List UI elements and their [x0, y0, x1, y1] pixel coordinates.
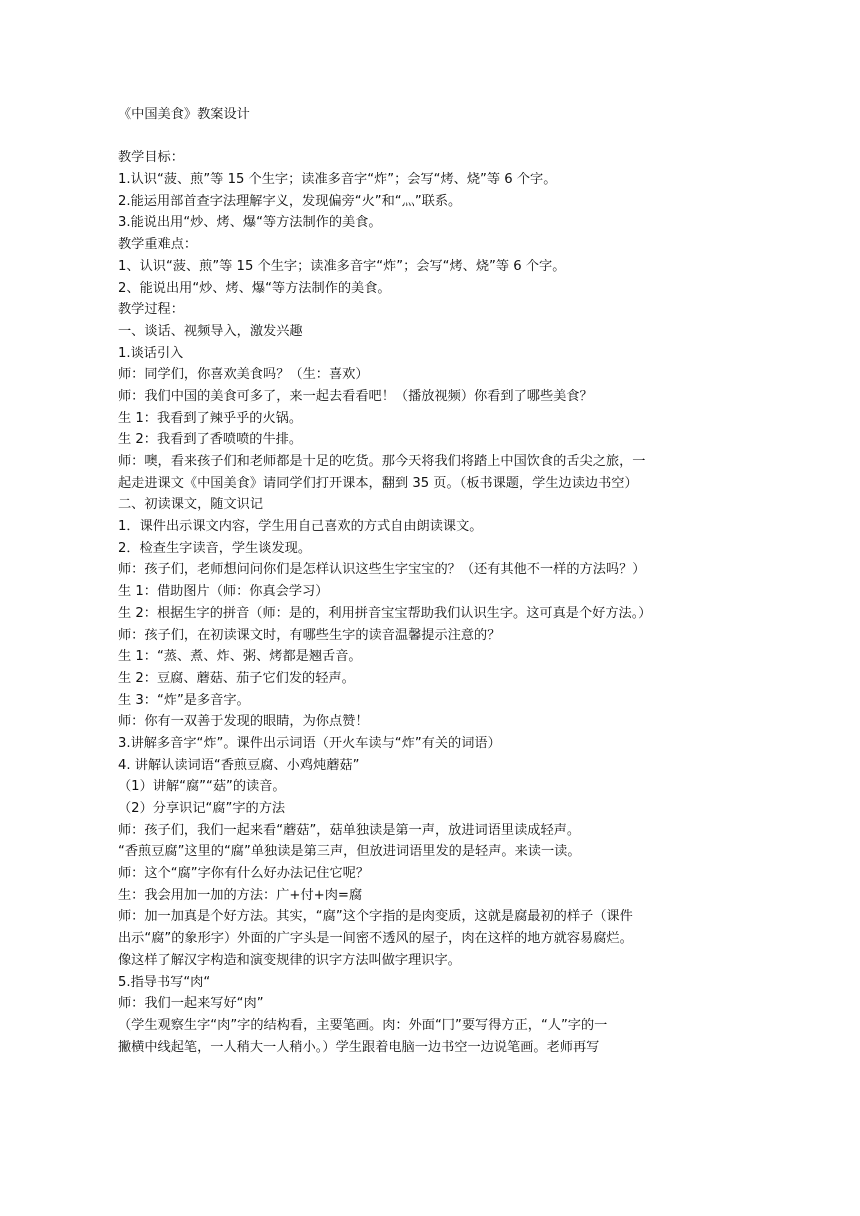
text-line: 教学过程： — [118, 302, 184, 318]
text-line: 一、谈话、视频导入，激发兴趣 — [118, 323, 303, 339]
text-line: （1）讲解“腐”“菇”的读音。 — [118, 779, 286, 795]
text-line: 3.讲解多音字“炸”。课件出示词语（开火车读与“炸”有关的词语） — [118, 735, 501, 751]
text-line: 师：这个“腐”字你有什么好办法记住它呢？ — [118, 866, 370, 882]
text-line: 生 1：借助图片（师：你真会学习） — [118, 584, 329, 600]
text-line: 二、初读课文，随文识记 — [118, 497, 264, 513]
text-line: 出示“腐”的象形字）外面的广字头是一间密不透风的屋子，肉在这样的地方就容易腐烂。 — [118, 931, 633, 947]
text-line: 生：我会用加一加的方法：广+付+肉=腐 — [118, 887, 363, 903]
text-line: 1．课件出示课文内容，学生用自己喜欢的方式自由朗读课文。 — [118, 519, 483, 535]
text-line: 生 2：根据生字的拼音（师：是的，利用拼音宝宝帮助我们认识生字。这可真是个好方法。） — [118, 605, 652, 621]
text-line: （2）分享识记“腐”字的方法 — [118, 801, 286, 816]
text-line: 师：孩子们，在初读课文时，有哪些生字的读音温馨提示注意的？ — [118, 627, 501, 643]
text-line: 1.认识“菠、煎”等 15 个生字；读准多音字“炸”；会写“烤、烧”等 6 个字。 — [118, 172, 557, 188]
text-line: 师：我们一起来写好“肉” — [118, 996, 264, 1012]
text-line: 生 3：“炸”是多音字。 — [118, 692, 250, 708]
text-line: 生 2：豆腐、蘑菇、茄子它们发的轻声。 — [118, 670, 355, 686]
text-line: 3.能说出用“炒、烤、爆“等方法制作的美食。 — [118, 215, 382, 231]
text-line: 2、能说出用“炒、烤、爆“等方法制作的美食。 — [118, 280, 391, 296]
text-line: 生 2：我看到了香喷喷的牛排。 — [118, 432, 303, 448]
text-line: 2．检查生字读音，学生谈发现。 — [118, 540, 312, 556]
text-line: 教学重难点： — [118, 237, 198, 253]
text-line: 2.能运用部首查字法理解字义，发现偏旁“火”和“灬”联系。 — [118, 193, 462, 209]
text-line: 师：噢，看来孩子们和老师都是十足的吃货。那今天将我们将踏上中国饮食的舌尖之旅，一 — [118, 454, 646, 469]
text-line: 师：孩子们，老师想问问你们是怎样认识这些生字宝宝的？（还有其他不一样的方法吗？） — [118, 562, 646, 578]
text-line: 生 1：我看到了辣乎乎的火锅。 — [118, 410, 303, 426]
text-line: 师：你有一双善于发现的眼睛，为你点赞！ — [118, 714, 369, 730]
text-line: 5.指导书写“肉“ — [118, 974, 211, 990]
text-line: 起走进课文《中国美食》请同学们打开课本，翻到 35 页。（板书课题，学生边读边书空） — [118, 475, 638, 491]
document-page — [118, 104, 738, 1058]
text-line: 师：加一加真是个好方法。其实，“腐”这个字指的是肉变质，这就是腐最初的样子（课件 — [118, 909, 633, 925]
text-line: 像这样了解汉字构造和演变规律的识字方法叫做字理识字。 — [118, 952, 461, 968]
text-line: 4. 讲解认读词语“香煎豆腐、小鸡炖蘑菇” — [118, 757, 360, 773]
text-line: 教学目标： — [118, 150, 184, 166]
text-line: （学生观察生字“肉”字的结构看，主要笔画。肉：外面“冂”要写得方正，“人”字的一 — [118, 1017, 608, 1033]
text-line: 1、认识“菠、煎”等 15 个生字；读准多音字“炸”；会写“烤、烧”等 6 个字。 — [118, 258, 566, 274]
document-title: 《中国美食》教案设计 — [118, 107, 250, 122]
text-line: 撇横中线起笔，一人稍大一人稍小。）学生跟着电脑一边书空一边说笔画。老师再写 — [118, 1039, 600, 1055]
text-line: 师：孩子们，我们一起来看“蘑菇”，菇单独读是第一声，放进词语里读成轻声。 — [118, 822, 581, 838]
text-line: 生 1：“蒸、煮、炸、粥、烤都是翘舌音。 — [118, 649, 362, 665]
text-line: 1.谈话引入 — [118, 345, 184, 361]
text-line: 师：同学们，你喜欢美食吗？（生：喜欢） — [118, 367, 369, 383]
text-line: “香煎豆腐”这里的“腐”单独读是第三声，但放进词语里发的是轻声。来读一读。 — [118, 844, 581, 860]
text-line: 师：我们中国的美食可多了，来一起去看看吧！（播放视频）你看到了哪些美食？ — [118, 388, 593, 404]
